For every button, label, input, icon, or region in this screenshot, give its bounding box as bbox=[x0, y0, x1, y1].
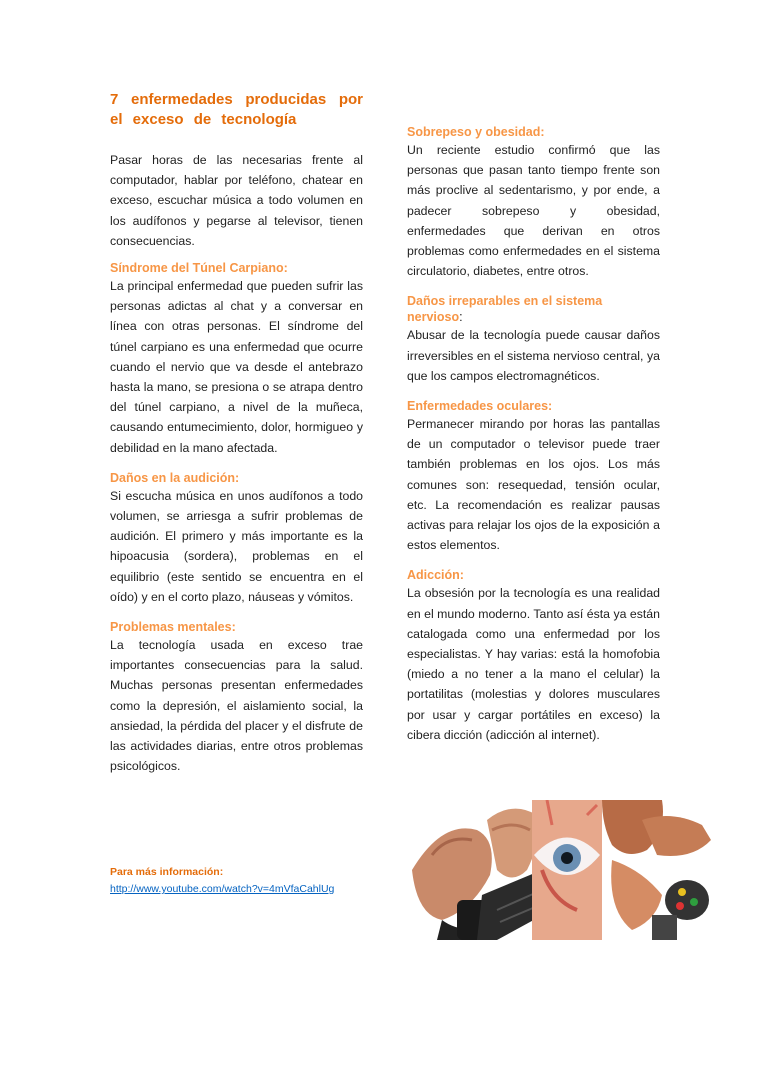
section-eye-diseases bbox=[407, 398, 660, 555]
section-carpal-tunnel bbox=[110, 260, 363, 458]
section-heading: Enfermedades oculares: bbox=[407, 399, 553, 414]
more-info bbox=[110, 865, 390, 897]
section-text: Si escucha música en unos audífonos a todo volumen, se arriesga a sufrir problemas de audición. El primero y más importante es la hipoacusia (sordera), problemas en el equilibrio (este sentido se encuentra en el oído) y en el corto plazo, náuseas y vómitos. bbox=[110, 488, 363, 604]
left-column bbox=[110, 90, 363, 788]
section-text: Permanecer mirando por horas las pantallas de un computador o televisor puede traer también problemas en los ojos. Los más comunes son: resequedad, tensión ocular, etc. La recomendación es realizar pausas activas para relajar los ojos de la exposición a estos elementos. bbox=[407, 417, 660, 553]
page-title: 7 enfermedades producidas por el exceso de tecnología bbox=[110, 91, 363, 128]
section-obesity bbox=[407, 124, 660, 281]
section-text: La obsesión por la tecnología es una realidad en el mundo moderno. Tanto así ésta ya están catalogada como una enfermedad por los especialistas. Y hay varias: está la homofobia (miedo a no tener a la mano el celular) la portatilitas (molestias y dolores musculares por usar y cargar portátiles en exceso) la cibera dicción (adicción al internet). bbox=[407, 586, 660, 742]
section-text: Abusar de la tecnología puede causar daños irreversibles en el sistema nervioso central, ya que los campos electromagnéticos. bbox=[407, 328, 660, 383]
section-heading: Síndrome del Túnel Carpiano: bbox=[110, 261, 288, 276]
section-heading bbox=[407, 293, 660, 325]
section-text: Un reciente estudio confirmó que las personas que pasan tanto tiempo frente son más proclive al sedentarismo, y por ende, a padecer sobrepeso y obesidad, enfermedades que derivan en otros problemas como enfermedades en el sistema circulatorio, diabetes, entre otros. bbox=[407, 143, 660, 279]
intro-paragraph: Pasar horas de las necesarias frente al computador, hablar por teléfono, chatear en exceso, escuchar música a todo volumen en los audífonos y pegarse al televisor, tienen consecuencias. bbox=[110, 153, 363, 248]
section-nervous-system bbox=[407, 293, 660, 386]
section-text: La principal enfermedad que pueden sufrir las personas adictas al chat y a conversar en línea con otras personas. El síndrome del túnel carpiano es una enfermedad que ocurre cuando el nervio que va desde el antebrazo hasta la mano, se presiona o se atrapa dentro del túnel carpiano, a nivel de la muñeca, causando entumecimiento, dolor, hormigueo y debilidad en la mano afectada. bbox=[110, 279, 363, 455]
collage-image bbox=[402, 800, 711, 940]
section-hearing-damage bbox=[110, 470, 363, 607]
youtube-link[interactable]: http://www.youtube.com/watch?v=4mVfaCahlUg bbox=[110, 883, 335, 895]
heading-colon: : bbox=[459, 310, 463, 325]
section-heading: Adicción: bbox=[407, 568, 464, 583]
section-heading: Problemas mentales: bbox=[110, 620, 236, 635]
section-mental-problems bbox=[110, 619, 363, 776]
section-addiction bbox=[407, 567, 660, 745]
more-info-heading: Para más información: bbox=[110, 866, 224, 878]
section-heading-text: Daños irreparables en el sistema nervioso bbox=[407, 294, 603, 325]
right-column bbox=[407, 124, 660, 757]
eye-image bbox=[532, 800, 602, 940]
section-heading: Sobrepeso y obesidad: bbox=[407, 125, 545, 139]
section-heading: Daños en la audición: bbox=[110, 470, 240, 485]
section-text: La tecnología usada en exceso trae importantes consecuencias para la salud. Muchas personas presentan enfermedades como la depresión, el aislamiento social, la ansiedad, la pérdida del placer y el disfrute de las actividades diarias, entre otros problemas psicológicos. bbox=[110, 638, 363, 774]
